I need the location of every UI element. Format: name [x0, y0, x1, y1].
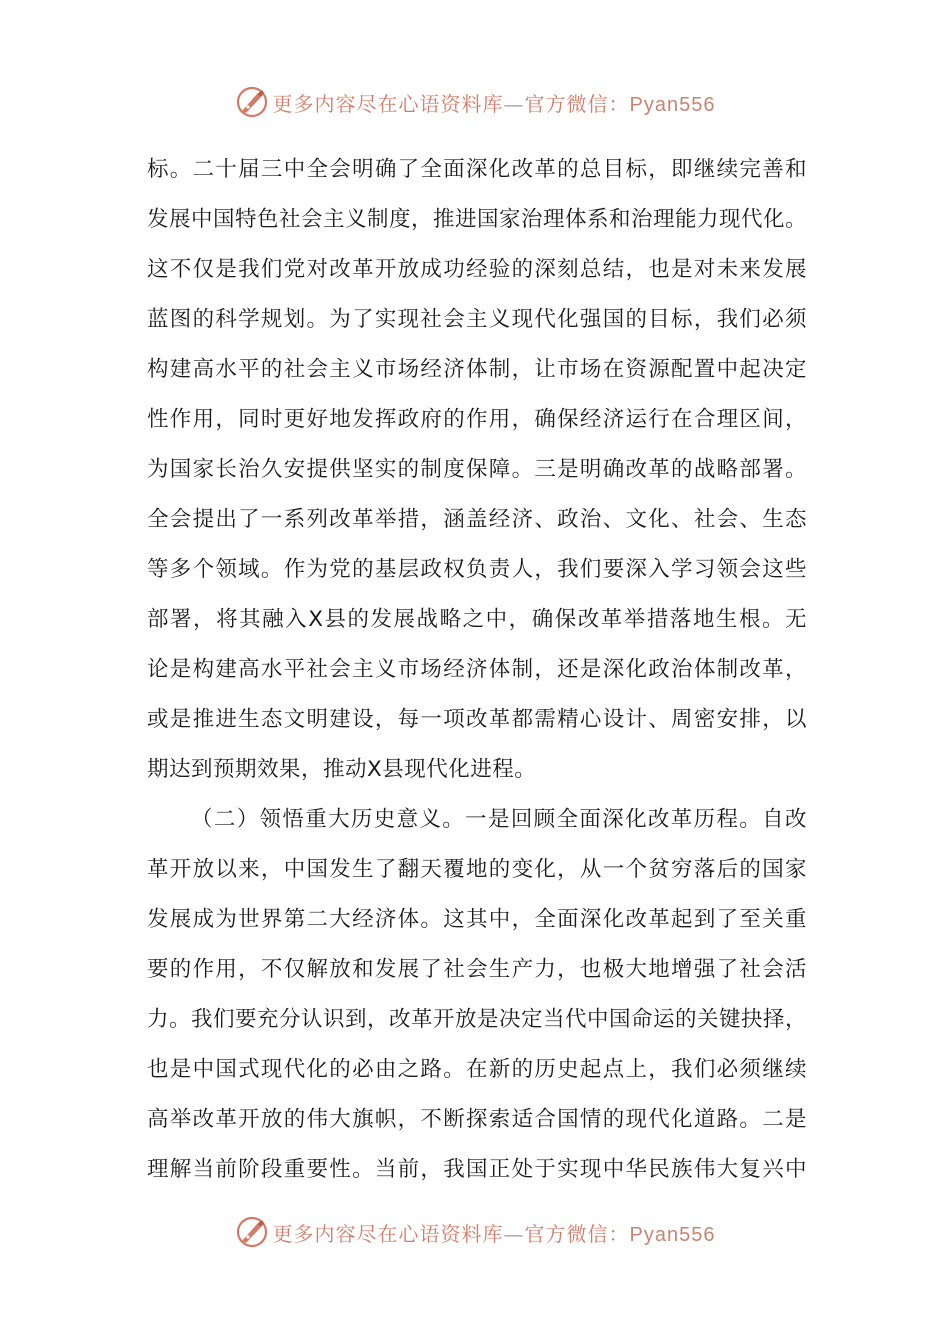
section-heading-line: （二）领悟重大历史意义。一是回顾全面深化改革历程。自改: [191, 807, 807, 832]
header-watermark: [0, 82, 950, 122]
watermark-text: [273, 88, 716, 117]
footer-watermark: [0, 1212, 950, 1252]
body-line: 力。我们要充分认识到，改革开放是决定当代中国命运的关键抉择，: [147, 1007, 808, 1032]
body-line: 发展成为世界第二大经济体。这其中，全面深化改革起到了至关重: [147, 907, 807, 932]
watermark-text: [273, 1218, 716, 1247]
watermark-separator: —: [503, 91, 525, 116]
body-line: 也是中国式现代化的必由之路。在新的历史起点上，我们必须继续: [147, 1057, 807, 1082]
body-line: 全会提出了一系列改革举措，涵盖经济、政治、文化、社会、生态: [147, 507, 807, 532]
pen-nib-logo-icon: [235, 85, 269, 119]
body-line: 性作用，同时更好地发挥政府的作用，确保经济运行在合理区间，: [147, 407, 807, 432]
body-line: 标。二十届三中全会明确了全面深化改革的总目标，即继续完善和: [147, 157, 807, 182]
body-line: 为国家长治久安提供坚实的制度保障。三是明确改革的战略部署。: [147, 457, 807, 482]
body-line: 蓝图的科学规划。为了实现社会主义现代化强国的目标，我们必须: [147, 307, 807, 332]
body-line: 等多个领域。作为党的基层政权负责人，我们要深入学习领会这些: [147, 557, 807, 582]
document-body: [147, 148, 807, 1198]
body-line: 发展中国特色社会主义制度，推进国家治理体系和治理能力现代化。: [147, 207, 808, 232]
body-line: 要的作用，不仅解放和发展了社会生产力，也极大地增强了社会活: [147, 957, 807, 982]
pen-nib-logo-icon: [235, 1215, 269, 1249]
body-line: 高举改革开放的伟大旗帜，不断探索适合国情的现代化道路。二是: [147, 1107, 807, 1132]
body-line: 革开放以来，中国发生了翻天覆地的变化，从一个贫穷落后的国家: [147, 857, 807, 882]
body-line: 这不仅是我们党对改革开放成功经验的深刻总结，也是对未来发展: [147, 257, 807, 282]
watermark-site: 更多内容尽在心语资料库: [272, 91, 504, 116]
watermark-separator: —: [503, 1221, 525, 1246]
watermark-id: Pyan556: [629, 93, 716, 116]
body-line: 期达到预期效果，推动X县现代化进程。: [147, 757, 537, 782]
body-line: 构建高水平的社会主义市场经济体制，让市场在资源配置中起决定: [147, 357, 807, 382]
body-line: 或是推进生态文明建设，每一项改革都需精心设计、周密安排，以: [147, 707, 807, 732]
watermark-label: 官方微信：: [524, 1221, 630, 1246]
watermark-site: 更多内容尽在心语资料库: [272, 1221, 504, 1246]
watermark-label: 官方微信：: [524, 91, 630, 116]
watermark-id: Pyan556: [629, 1223, 716, 1246]
body-line: 部署，将其融入X县的发展战略之中，确保改革举措落地生根。无: [147, 607, 807, 632]
body-line: 论是构建高水平社会主义市场经济体制，还是深化政治体制改革，: [147, 657, 807, 682]
body-line: 理解当前阶段重要性。当前，我国正处于实现中华民族伟大复兴中: [147, 1157, 807, 1182]
